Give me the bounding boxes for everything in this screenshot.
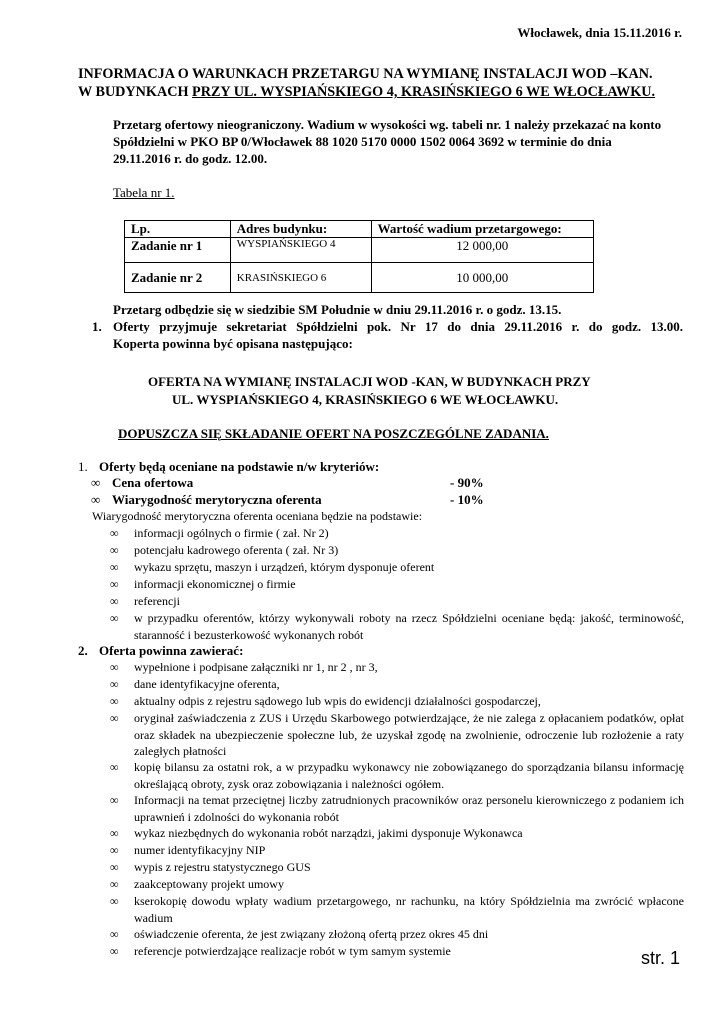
- infinity-bullet-icon: ∞: [110, 560, 119, 574]
- criteria-number: 1.: [78, 459, 88, 474]
- infinity-bullet-icon: ∞: [110, 577, 119, 591]
- page-number: str. 1: [640, 948, 680, 968]
- infinity-bullet-icon: ∞: [91, 475, 101, 490]
- meeting-info: Przetarg odbędzie się w siedzibie SM Południe w dniu 29.11.2016 r. o godz. 13.15.: [113, 302, 562, 317]
- contents-number: 2.: [78, 643, 88, 658]
- document-title-line-1: INFORMACJA O WARUNKACH PRZETARGU NA WYMIANĘ INSTALACJI WOD –KAN.: [78, 66, 653, 82]
- table-cell-address: WYSPIAŃSKIEGO 4: [230, 238, 371, 263]
- infinity-bullet-icon: ∞: [110, 760, 119, 774]
- list-item: ∞ kopię bilansu za ostatni rok, a w przypadku wykonawcy nie zobowiązanego do sporządzania bilansu informację określającą obroty, zysk oraz zobowiązania i należności ogółem.: [110, 760, 684, 791]
- document-title-line-2: [78, 84, 655, 101]
- list-item: ∞ Informacji na temat przeciętnej liczby zatrudnionych pracowników oraz personelu kierowniczego z podaniem ich uprawnień i zdolności do wykonania robót: [110, 793, 684, 824]
- infinity-bullet-icon: ∞: [110, 944, 119, 958]
- infinity-bullet-icon: ∞: [110, 611, 119, 625]
- list-item: ∞ dane identyfikacyjne oferenta,: [110, 677, 280, 691]
- list-item: ∞ oryginał zaświadczenia z ZUS i Urzędu Skarbowego potwierdzające, że nie zalega z opłacaniem podatków, opłat oraz składek na ubezpieczenie społeczne lub, że uzyskał zgodę na zwolnienie, odroczenie lub rozłożenie a raty zaległych płatności: [110, 711, 684, 758]
- list-item: ∞ kserokopię dowodu wpłaty wadium przetargowego, nr rachunku, na który Spółdzielnia ma zwrócić wpłacone wadium: [110, 894, 684, 925]
- list-item: ∞ informacji ogólnych o firmie ( zał. Nr 2): [110, 526, 329, 540]
- table-cell-lp: Zadanie nr 1: [125, 238, 231, 263]
- list-item: ∞ referencje potwierdzające realizacje robót w tym samym systemie: [110, 944, 451, 958]
- deposit-table: [124, 220, 594, 293]
- criterion-label: Wiarygodność merytoryczna oferenta: [112, 492, 322, 507]
- table-cell-value: 10 000,00: [371, 263, 593, 293]
- list-item: ∞ potencjału kadrowego oferenta ( zał. Nr 3): [110, 543, 339, 557]
- title-underlined-part: PRZY UL. WYSPIAŃSKIEGO 4, KRASIŃSKIEGO 6 WE WŁOCŁAWKU.: [192, 84, 656, 100]
- infinity-bullet-icon: ∞: [110, 543, 119, 557]
- list-item: ∞ aktualny odpis z rejestru sądowego lub wpis do ewidencji działalności gospodarczej,: [110, 694, 541, 708]
- infinity-bullet-icon: ∞: [110, 793, 119, 807]
- list-item: ∞ numer identyfikacyjny NIP: [110, 843, 266, 857]
- table-header-row: [125, 221, 594, 238]
- intro-line-1: Przetarg ofertowy nieograniczony. Wadium w wysokości wg. tabeli nr. 1 należy przekazać na konto: [113, 117, 662, 132]
- infinity-bullet-icon: ∞: [110, 660, 119, 674]
- list-item: ∞ informacji ekonomicznej o firmie: [110, 577, 296, 591]
- criterion-weight: - 10%: [450, 492, 484, 507]
- list-item: ∞ wykaz niezbędnych do wykonania robót narządzi, jakimi dysponuje Wykonawca: [110, 826, 523, 840]
- infinity-bullet-icon: ∞: [91, 492, 101, 507]
- contents-heading: Oferta powinna zawierać:: [99, 643, 244, 658]
- infinity-bullet-icon: ∞: [110, 843, 119, 857]
- intro-line-3: 29.11.2016 r. do godz. 12.00.: [113, 151, 268, 166]
- infinity-bullet-icon: ∞: [110, 927, 119, 941]
- list-item: ∞ zaakceptowany projekt umowy: [110, 877, 284, 891]
- infinity-bullet-icon: ∞: [110, 526, 119, 540]
- envelope-line-1: OFERTA NA WYMIANĘ INSTALACJI WOD -KAN, W BUDYNKACH PRZY: [148, 374, 591, 389]
- list-item: ∞ w przypadku oferentów, którzy wykonywali roboty na rzecz Spółdzielni oceniane będą: jakość, terminowość, staranność i bezusterkowość wykonanych robót: [110, 611, 684, 642]
- list-item: ∞ wypełnione i podpisane załączniki nr 1, nr 2 , nr 3,: [110, 660, 378, 674]
- infinity-bullet-icon: ∞: [110, 694, 119, 708]
- table-row: [125, 263, 594, 293]
- table-caption: Tabela nr 1.: [113, 185, 175, 200]
- table-row: [125, 238, 594, 263]
- table-header-lp: Lp.: [125, 221, 231, 238]
- offers-line-2: Koperta powinna być opisana następująco:: [113, 336, 353, 351]
- criteria-heading: Oferty będą oceniane na podstawie n/w kryteriów:: [99, 459, 380, 474]
- offers-number: 1.: [92, 319, 102, 334]
- list-item: ∞ wypis z rejestru statystycznego GUS: [110, 860, 311, 874]
- infinity-bullet-icon: ∞: [110, 594, 119, 608]
- document-date: Włocławek, dnia 15.11.2016 r.: [517, 25, 682, 40]
- table-cell-value: 12 000,00: [371, 238, 593, 263]
- list-item: ∞ referencji: [110, 594, 180, 608]
- infinity-bullet-icon: ∞: [110, 877, 119, 891]
- criteria-basis-intro: Wiarygodność merytoryczna oferenta oceniana będzie na podstawie:: [92, 509, 423, 523]
- list-item: ∞ oświadczenie oferenta, że jest związany złożoną ofertą przez okres 45 dni: [110, 927, 489, 941]
- infinity-bullet-icon: ∞: [110, 894, 119, 908]
- criterion-label: Cena ofertowa: [112, 475, 194, 490]
- title-plain-part: W BUDYNKACH: [78, 84, 193, 100]
- infinity-bullet-icon: ∞: [110, 711, 119, 725]
- table-cell-address: KRASIŃSKIEGO 6: [230, 263, 371, 293]
- infinity-bullet-icon: ∞: [110, 860, 119, 874]
- partial-offers-notice: DOPUSZCZA SIĘ SKŁADANIE OFERT NA POSZCZEGÓLNE ZADANIA.: [118, 426, 549, 441]
- table-header-value: Wartość wadium przetargowego:: [371, 221, 593, 238]
- infinity-bullet-icon: ∞: [110, 677, 119, 691]
- list-item: ∞ wykazu sprzętu, maszyn i urządzeń, którym dysponuje oferent: [110, 560, 435, 574]
- envelope-line-2: UL. WYSPIAŃSKIEGO 4, KRASIŃSKIEGO 6 WE WŁOCŁAWKU.: [172, 392, 559, 407]
- infinity-bullet-icon: ∞: [110, 826, 119, 840]
- intro-line-2: Spółdzielni w PKO BP 0/Włocławek 88 1020 5170 0000 1502 0064 3692 w terminie do dnia: [113, 134, 612, 149]
- table-cell-lp: Zadanie nr 2: [125, 263, 231, 293]
- table-header-address: Adres budynku:: [230, 221, 371, 238]
- criterion-weight: - 90%: [450, 475, 484, 490]
- offers-line-1: Oferty przyjmuje sekretariat Spółdzielni pok. Nr 17 do dnia 29.11.2016 r. do godz. 13.00.: [113, 319, 683, 334]
